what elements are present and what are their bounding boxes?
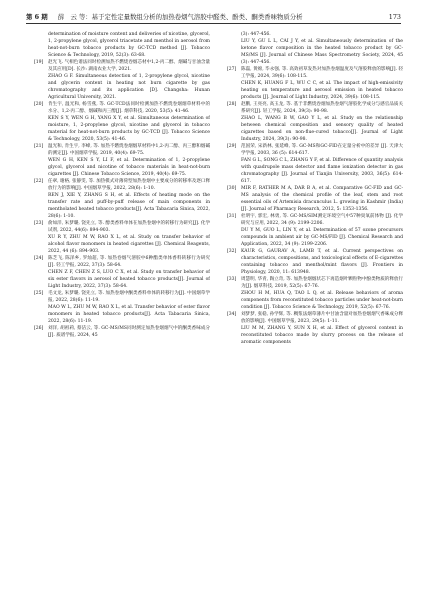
reference-entry (227, 311, 403, 325)
reference-number: [21] (34, 144, 44, 149)
reference-entry (34, 234, 210, 255)
reference-entry (227, 290, 403, 311)
reference-entry (34, 255, 210, 269)
reference-number: [22] (34, 179, 44, 184)
reference-text: determination of moisture content and deliveries of nicotine, glycerol, 1, 2-propylene glycol, glycerol triacetate and menthol in aerosol from heat-not-burn tobacco products by GC-TCD method [J]. Tobacco Science & Technology, 2019, 52(3): 63-68. (48, 32, 210, 58)
reference-entry (34, 325, 210, 339)
reference-text: DU Y M, GUO L, LIN Y, et al. Determination of 57 ozone precursors compounds in ambient air by GC-MS/FID [J]. Chemical Research and Application, 2022, 34 (9): 2199-2206. (241, 228, 403, 247)
references-right-column (227, 31, 403, 586)
reference-number: [32] (227, 249, 237, 254)
reference-entry (227, 157, 403, 185)
reference-text: 杜明宇, 郭宏, 林勇, 等. GC-MS/SIM测定环境空气中57种臭氧前体物 [J]. 化学研究与应用, 2022, 34 (9): 2199-2206. (241, 214, 403, 226)
reference-entry (227, 115, 403, 143)
reference-entry (34, 178, 210, 192)
reference-text: CHEN Z F, CHEN Z S, LUO C X, et al. Study on transfer behavior of six ester flavors in aerosol of heated tobacco products[J]. Journal of Light Industry, 2022, 37(3): 58-64. (48, 270, 210, 289)
reference-text: 周慧明, 华青, 陶立奇, 等. 加热卷烟烟状芯下再造烟叶颗粒物中酚类物质的释放行为[J]. 烟草科技, 2019, 52(5): 67-76. (241, 277, 403, 289)
reference-text: WEN G H, KEN S Y, LI F, et al. Determination of 1, 2-propylene glycol, glycerol and nicotine of tobacco materials in heat-not-burn cigarettes [J]. Chinese Tobacco Science, 2019, 40(4): 69-75. (48, 158, 210, 177)
reference-entry (34, 115, 210, 143)
reference-entry (227, 31, 403, 38)
reference-number: [25] (34, 291, 44, 296)
reference-entry (227, 227, 403, 248)
reference-entry (227, 325, 403, 346)
reference-number: [28] (227, 102, 237, 107)
reference-entry (34, 143, 210, 157)
reference-text: KAUR G, GAURAV A, LAMB T, et al. Current perspectives on characteristics, compositions, and toxicological effects of E-cigarettes containing tobacco and menthol/mint flavors [J]. Frontiers in Physiology, 2020, 11: 613948. (241, 249, 403, 275)
reference-entry (227, 185, 403, 213)
reference-text: 范国荣, 宋新林, 张延峰, 等. GC-MS和GC-FID在定量分析中的差异 [J]. 天津大学学报, 2003, 36 (5): 614-617. (241, 144, 403, 156)
header-left (26, 11, 303, 23)
reference-entry (227, 80, 403, 101)
reference-text: 陈芝飞, 陈泽乡, 罗灿超, 等. 加热卷烟气溶胶中6种酯类单体香料转移行为研究[J]. 轻工学报, 2022, 37(3): 58-64. (48, 256, 210, 268)
running-title: 薛 云 等：基于定性定量数组分析的加热卷烟气溶胶中醛类、酚类、酮类香味物质分析 (57, 13, 303, 21)
reference-text: ZHOU H M, HUA Q, TAO L Q, et al. Release behaviors of aroma components from reconstituted tobacco particles under heat-not-burn condition [J]. Tobacco Science & Technology, 2019, 52(5): 67-76. (241, 291, 403, 310)
reference-text: 毛文龙, 朱梦璐, 饶先立, 等. 加热卷烟中酮类香料单体的转移行为[J]. 中国烟草学报, 2022, 28(6): 11-19. (48, 291, 210, 303)
reference-number: [33] (227, 277, 237, 282)
reference-text: XU R Y, ZHU M W, RAO X L, et al. Study on transfer behavior of alcohol flavor monomers in heated cigarettes [J]. Chemical Reagents, 2022, 44 (6): 894-903. (48, 235, 210, 254)
reference-entry (34, 269, 210, 290)
reference-entry (227, 66, 403, 80)
reference-text: MIR F, RATHER M A, DAR B A, et al. Comparative GC-FID and GC-MS analysis of the chemical profile of the leaf, stem and root essential oils of Artemisia dracunculus L. growing in Kashmir (India) [J]. Journal of Pharmacy Research, 2012, 5: 1353-1356. (241, 186, 403, 212)
reference-text: 赵光飞. 气相色谱法同时检测加热不燃烧卷烟芯材中1,2-丙二醇、烟碱与甘油含量及其应用[D]. 长沙: 湖南农业大学, 2021. (48, 60, 210, 72)
reference-text: CHEN K, HUANG F L, WU C C, et al. The impact of high-emissivity heating on temperature and aerosol emission in heated tobacco products [J]. Journal of Light Industry, 2024, 39(6): 108-115. (241, 81, 403, 100)
reference-entry (34, 157, 210, 178)
reference-text: 赵鹏, 王亮亮, 高玉龙, 等. 基于非燃烧卷烟加热卷烟气溶胶化学成分与感官品质关系研究[J]. 轻工学报, 2024, 39(3): 90-98. (241, 102, 403, 114)
reference-text: REN J, XIE Y, ZHANG S H, et al. Effects of heating mode on the transfer rate and puff-by-puff release of main components in mentholated heated tobacco products[J]. Acta Tabacaria Sinica, 2022, 28(6): 1-10. (48, 193, 210, 219)
reference-entry (34, 290, 210, 304)
reference-entry (227, 213, 403, 227)
reference-text: 陈磊, 黄绵, 毕永强, 等. 高效初草发热对加热卷烟温度及气溶胶释放的影响[J]. 轻工学报, 2024, 39(6): 108-115. (241, 67, 403, 79)
reference-number: [31] (227, 214, 237, 219)
reference-number: [26] (34, 326, 44, 331)
reference-text: LIU M M, ZHANG Y, SUN X H, et al. Effect of glycerol content in reconstituted tobacco made by slurry process on the release of aromatic components (241, 326, 403, 345)
reference-entry (34, 73, 210, 101)
reference-number: [34] (227, 312, 237, 317)
reference-entry (227, 38, 403, 66)
reference-entry (227, 143, 403, 157)
reference-text: 肯生宇, 温光和, 杨雪燕, 等. GC-TCD法同时检测加热不燃烧卷烟烟草材料中的水分、1,2-丙二醇、烟碱和丙三醇[J]. 烟草科技, 2020, 53(5): 41-46. (48, 102, 210, 114)
reference-entry (227, 276, 403, 290)
reference-text: 刘洋, 胡祖莉, 蔡洁云, 等. GC-MS/MS同时测定加热卷烟烟气中的酮类香味成分[J]. 质谱学报, 2024, 45 (48, 326, 210, 338)
reference-entry (34, 31, 210, 59)
reference-text: 刘梦梦, 张稳, 孙学辉, 等. 稠浆法烟草薄片中甘油含量对加热卷烟烟气香味成分释放的影响[J]. 中国烟草学报, 2023, 29(5): 1-11. (241, 312, 403, 324)
reference-number: [29] (227, 144, 237, 149)
reference-text: ZHAO G F. Simultaneous detection of 1, 2-propylene glycol, nicotine and glycerin content in heating not burn cigarette by gas chromatography and its application [D]. Changsha: Hunan Agricultural University, 2021. (48, 74, 210, 100)
reference-text: 俞如洋, 朱梦璐, 饶先立, 等. 醇类香料单体在加热卷烟中的转移行为研究[J]. 化学试剂, 2022, 44(6): 894-903. (48, 221, 210, 233)
reference-entry (34, 220, 210, 234)
issue-number: 第 6 期 (26, 13, 48, 21)
page-number: 173 (388, 13, 401, 21)
reference-entry (34, 59, 210, 73)
reference-text: KEN S Y, WEN G H, YANG X Y, et al. Simultaneous determination of moisture, 1, 2-propylene glycol, nicotine and glycerol in tobacco material for heat-not-burn products by GC-TCD [J]. Tobacco Science & Technology, 2020, 53(5): 41-46. (48, 116, 210, 142)
reference-text: ZHAO L, WANG B W, GAO Y L, et al. Study on the relationship between chemical composition and sensory quality of heated cigarettes based on non-flue-cured tobacco[J]. Journal of Light Industry, 2024, 39(3): 90-98. (241, 116, 403, 142)
reference-entry (227, 101, 403, 115)
reference-text: LIU Y, GU L L, CAI J Y, et al. Simultaneously determination of the ketone flavor composition in the heated tobacco product by GC-MS/MS [J]. Journal of Chinese Mass Spectrometry Society, 2024, 45 (3): 447-456. (241, 39, 403, 65)
reference-entry (227, 248, 403, 276)
reference-number: [27] (227, 67, 237, 72)
reference-number: [24] (34, 256, 44, 261)
running-header (26, 11, 401, 24)
reference-number: [20] (34, 102, 44, 107)
references-left-column (34, 31, 210, 586)
reference-number: [30] (227, 186, 237, 191)
reference-number: [23] (34, 221, 44, 226)
reference-text: 任翠, 谢格, 张静雯, 等. 加热模式对薄荷型加热卷烟中主要成分的转移率及逐口释放行为的影响[J]. 中国烟草学报, 2022, 28(6): 1-10. (48, 179, 210, 191)
reference-entry (34, 192, 210, 220)
reference-number: [19] (34, 60, 44, 65)
reference-text: (3): 447-456. (241, 32, 271, 37)
reference-text: MAO W L, ZHU M W, RAO X L, et al. Transfer behavior of ester flavor monomers in heated tobacco products[J]. Acta Tabacaria Sinica, 2022, 28(6): 11-19. (48, 305, 210, 324)
reference-text: 温光和, 肯生宇, 李峰, 等. 加热不燃烧卷烟烟草材料中1,2-丙二醇、丙三醇和烟碱的测定[J]. 中国烟草学报, 2019, 40(4): 69-75. (48, 144, 210, 156)
reference-entry (34, 304, 210, 325)
reference-entry (34, 101, 210, 115)
reference-text: FAN G L, SONG C L, ZHANG Y F, et al. Difference of quantity analysis with quadrupole mass detector and flame ionization detector in gas chromatography [J]. Journal of Tianjin University, 2003, 36(5): 614-617. (241, 158, 403, 184)
